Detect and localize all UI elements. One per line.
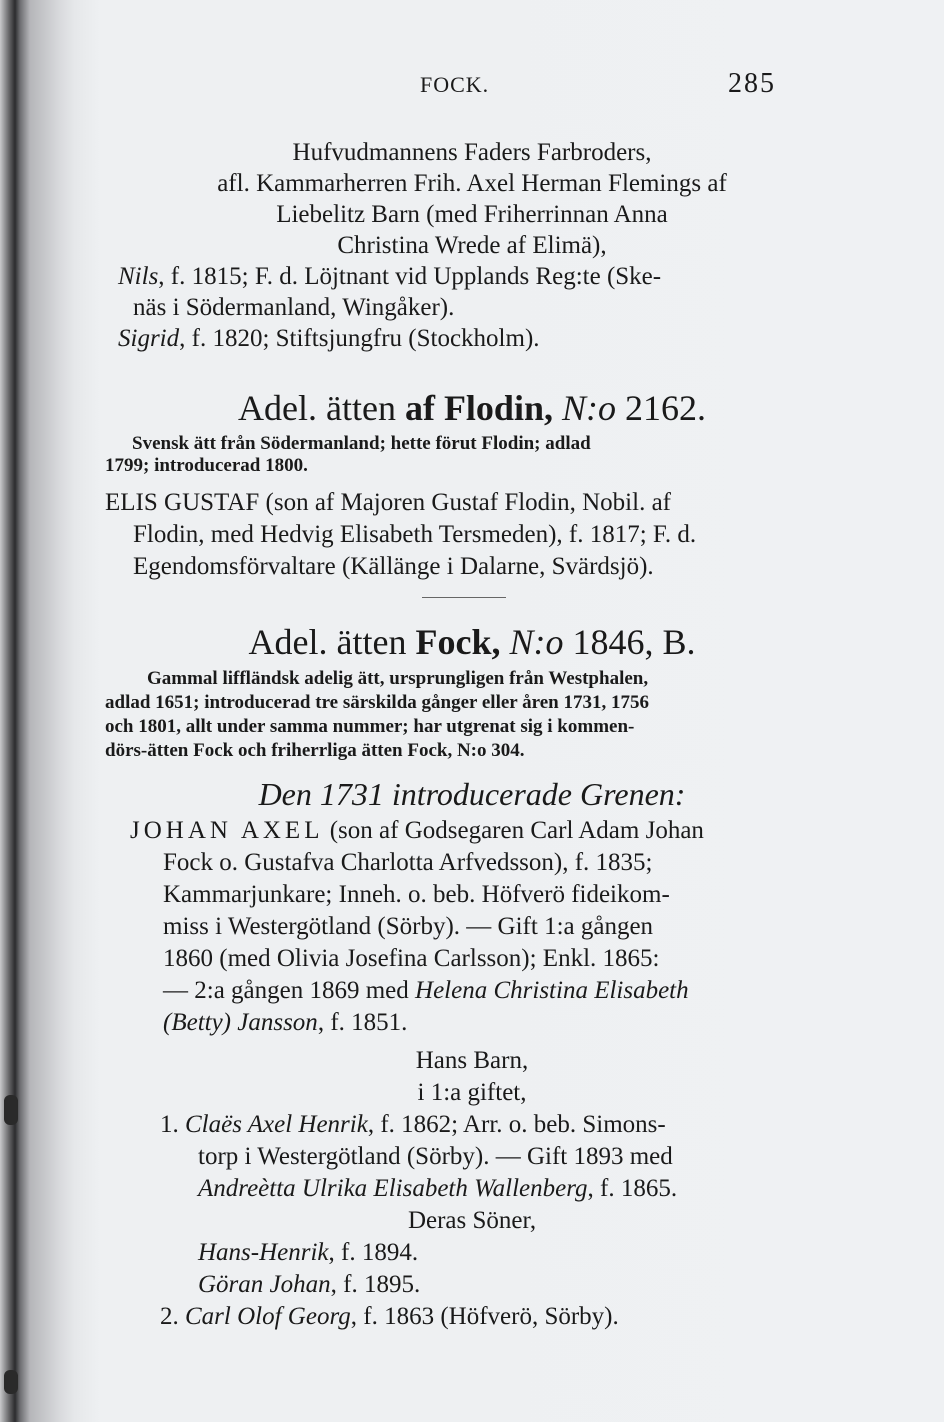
section-heading-line: afl. Kammarherren Frih. Axel Herman Flemings af [217, 170, 727, 197]
entry-johan-axel-cont: miss i Westergötland (Sörby). — Gift 1:a gången [163, 913, 654, 940]
entry-elis-gustaf-cont: Egendomsförvaltare (Källänge i Dalarne, Svärdsjö). [133, 553, 654, 580]
entry-johan-axel-cont: Fock o. Gustafva Charlotta Arfvedsson), f. 1835; [163, 849, 653, 876]
entry-johan-axel-cont: (Betty) Jansson, f. 1851. [163, 1009, 408, 1036]
child-entry: 2. Carl Olof Georg, f. 1863 (Höfverö, Sörby). [160, 1303, 619, 1330]
person-name: Nils [118, 263, 159, 290]
family-description: dörs-ätten Fock och friherrliga ätten Fock, N:o 304. [105, 740, 525, 761]
person-name: Göran Johan [198, 1271, 331, 1298]
binding-mark [4, 1370, 18, 1394]
entry-johan-axel: JOHAN AXEL (son af Godsegaren Carl Adam Johan [130, 817, 704, 844]
section-heading-line: Christina Wrede af Elimä), [337, 232, 607, 259]
page-number: 285 [728, 68, 776, 99]
family-description: och 1801, allt under samma nummer; har utgrenat sig i kommen- [105, 716, 635, 737]
family-title-fock: Adel. ätten Fock, N:o 1846, B. [248, 622, 696, 662]
entry-elis-gustaf-cont: Flodin, med Hedvig Elisabeth Tersmeden), f. 1817; F. d. [133, 521, 697, 548]
entry-johan-axel-cont: Kammarjunkare; Inneh. o. beb. Höfverö fideikom- [163, 881, 670, 908]
section-heading-line: Hufvudmannens Faders Farbroders, [292, 139, 652, 166]
entry-johan-axel-cont: 1860 (med Olivia Josefina Carlsson); Enkl. 1865: [163, 945, 660, 972]
son-entry: Göran Johan, f. 1895. [198, 1271, 421, 1298]
person-name: JOHAN AXEL [130, 817, 324, 844]
child-entry-cont: Andreètta Ulrika Elisabeth Wallenberg, f. 1865. [198, 1175, 678, 1202]
entry-nils: Nils, f. 1815; F. d. Löjtnant vid Upplands Reg:te (Ske- [118, 263, 662, 290]
family-description: 1799; introducerad 1800. [105, 455, 308, 476]
entry-nils-cont: näs i Södermanland, Wingåker). [133, 294, 455, 321]
children-subheading: i 1:a giftet, [417, 1079, 527, 1106]
family-title-flodin: Adel. ätten af Flodin, N:o 2162. [238, 388, 706, 428]
entry-sigrid: Sigrid, f. 1820; Stiftsjungfru (Stockholm). [118, 325, 540, 352]
section-heading-line: Liebelitz Barn (med Friherrinnan Anna [276, 201, 668, 228]
person-name: Claës Axel Henrik [185, 1111, 368, 1138]
child-entry: 1. Claës Axel Henrik, f. 1862; Arr. o. beb. Simons- [160, 1111, 666, 1138]
family-description: Gammal liffländsk adelig ätt, ursprungligen från Westphalen, [147, 668, 649, 689]
person-name: Sigrid [118, 325, 180, 352]
binding-mark [4, 1095, 18, 1125]
entry-elis-gustaf: ELIS GUSTAF (son af Majoren Gustaf Flodin, Nobil. af [105, 489, 671, 516]
son-entry: Hans-Henrik, f. 1894. [198, 1239, 419, 1266]
sons-heading: Deras Söner, [407, 1207, 537, 1234]
child-entry-cont: torp i Westergötland (Sörby). — Gift 1893 med [198, 1143, 673, 1170]
branch-heading: Den 1731 introducerade Grenen: [258, 776, 686, 812]
family-description: adlad 1651; introducerad tre särskilda gånger eller åren 1731, 1756 [105, 692, 649, 713]
children-heading: Hans Barn, [415, 1047, 529, 1074]
person-name: Hans-Henrik [198, 1239, 329, 1266]
entry-johan-axel-cont: — 2:a gången 1869 med Helena Christina Elisabeth [163, 977, 689, 1004]
person-name: Carl Olof Georg [185, 1303, 351, 1330]
section-divider [422, 597, 506, 598]
running-head: FOCK. [420, 72, 490, 97]
family-description: Svensk ätt från Södermanland; hette förut Flodin; adlad [132, 433, 591, 454]
